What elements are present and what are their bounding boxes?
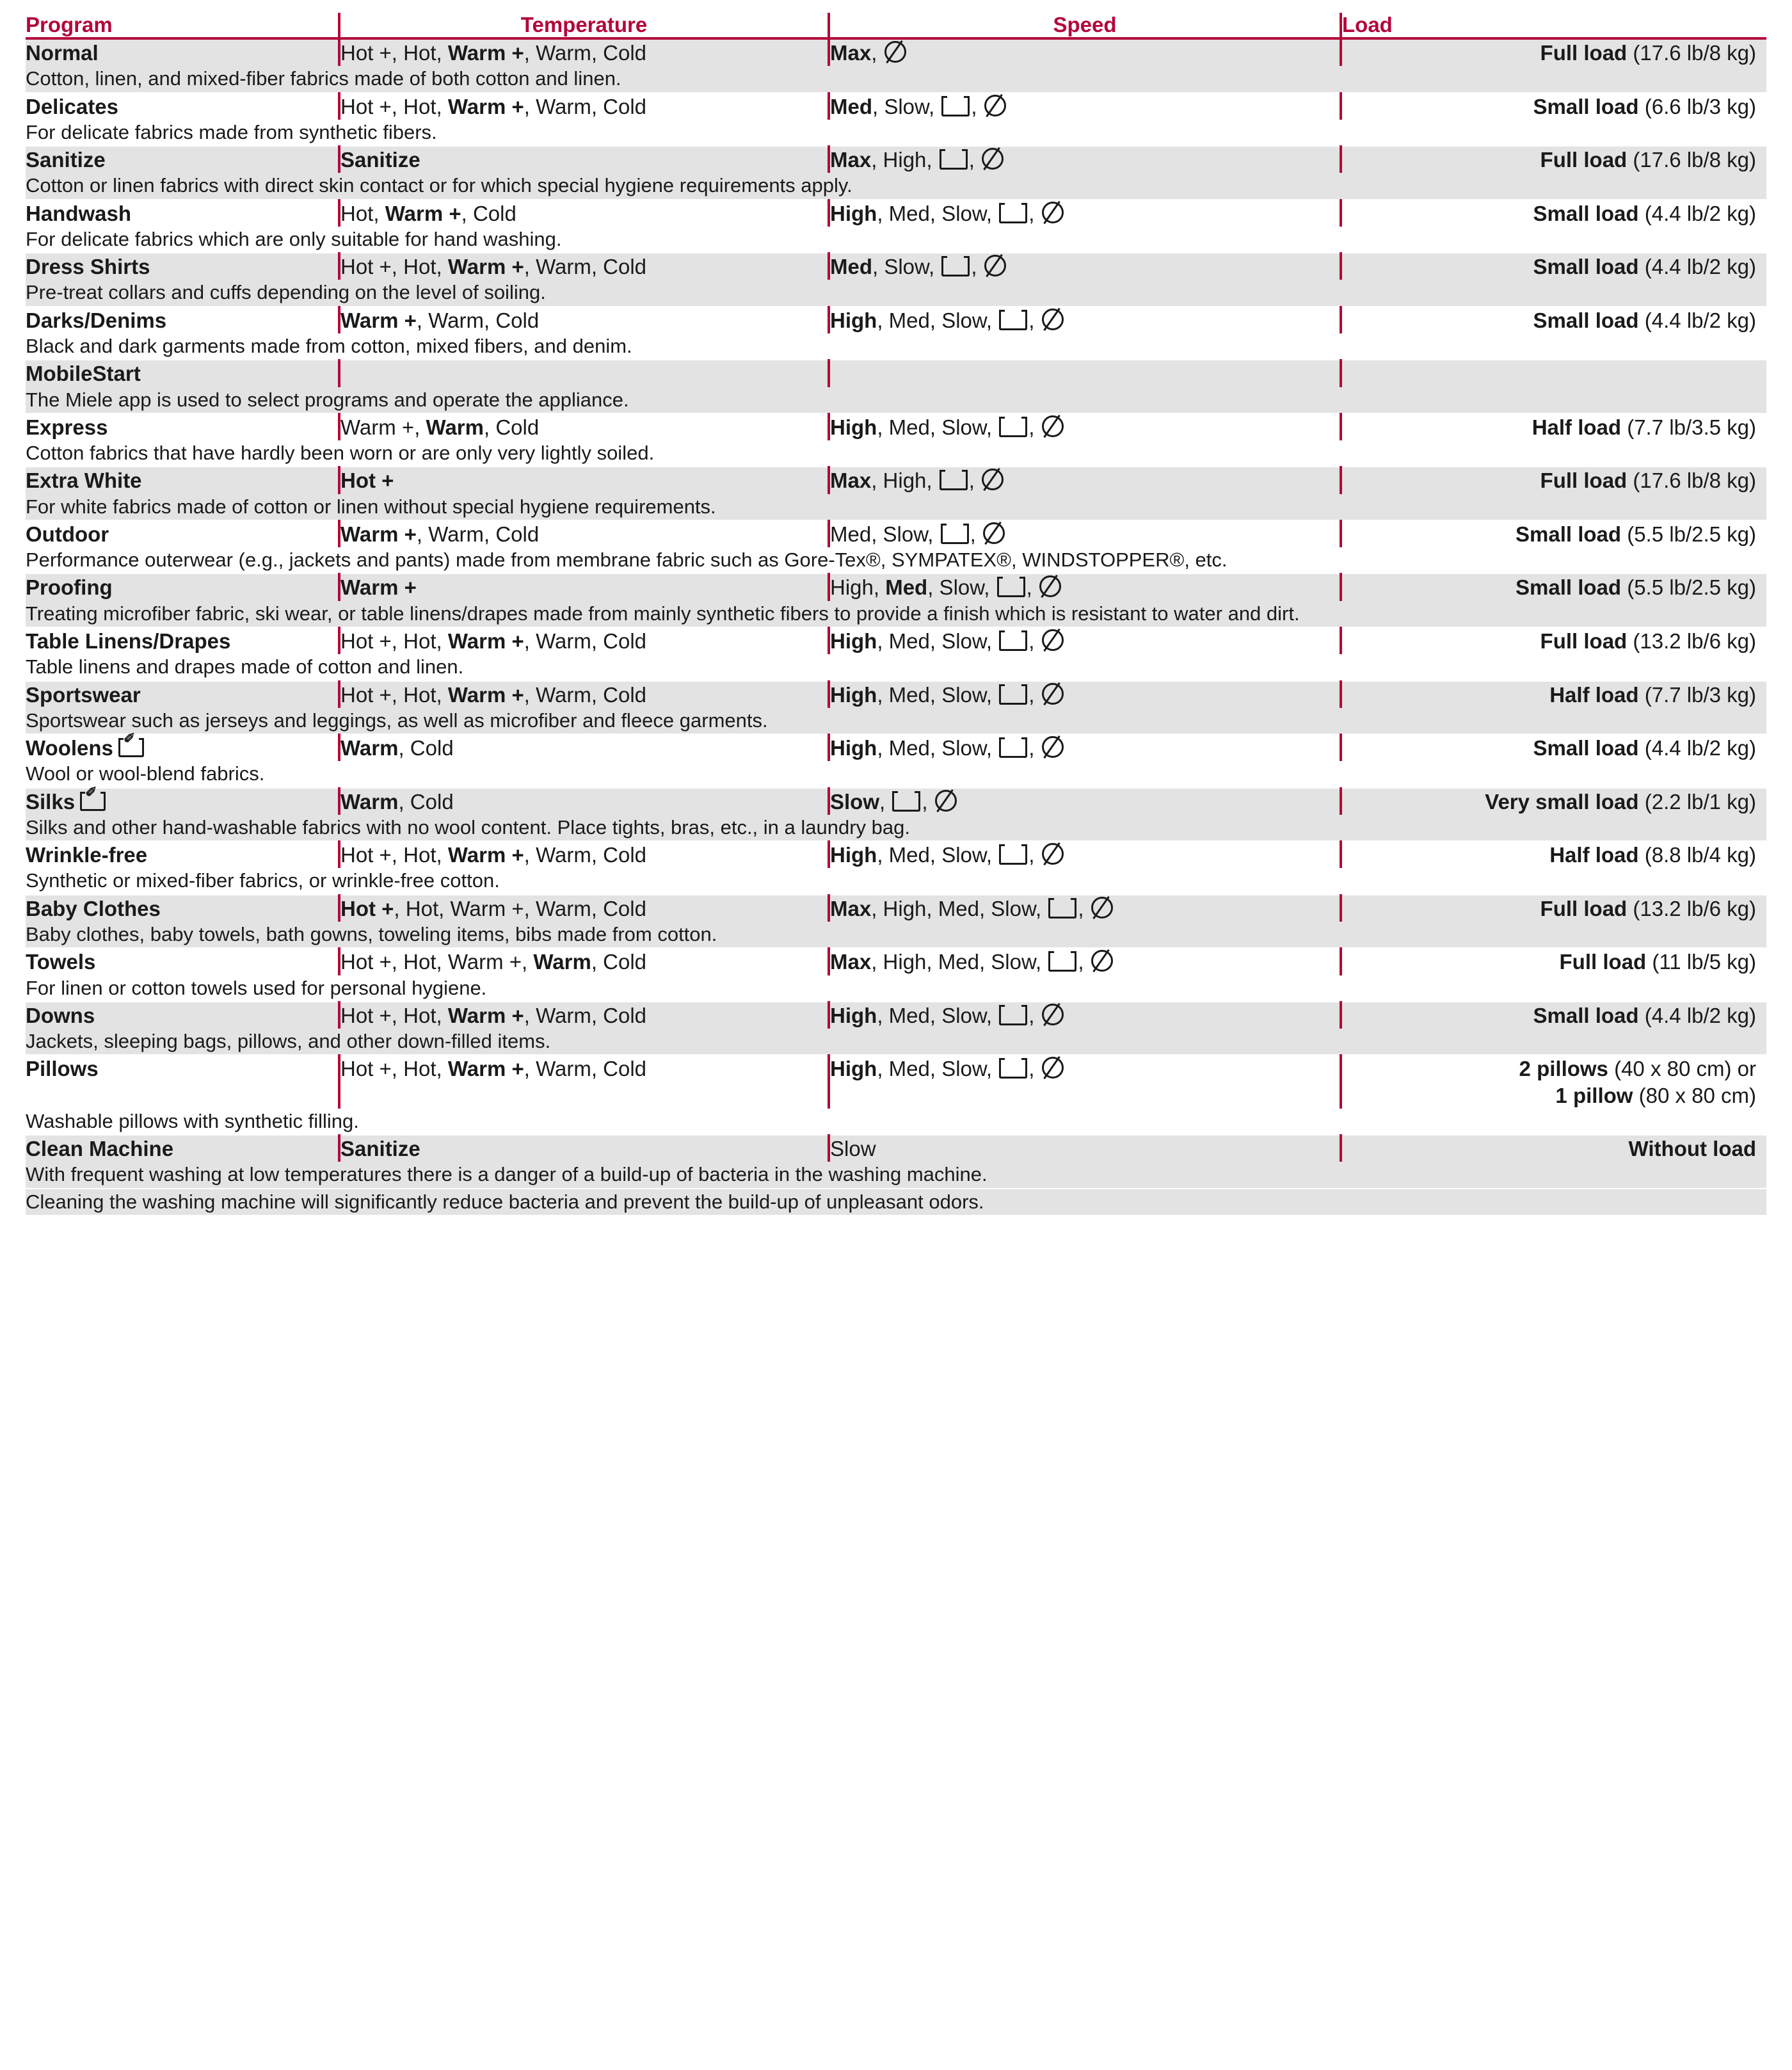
table-row <box>26 200 1766 227</box>
prewash-icon <box>999 312 1027 330</box>
no-spin-icon <box>884 41 906 63</box>
description-row <box>26 66 1766 92</box>
program-name: Normal <box>26 41 99 65</box>
table-row <box>26 307 1766 333</box>
prewash-icon <box>941 98 970 116</box>
cell-temperature: Hot +, Hot, Warm +, Warm, Cold <box>339 948 829 975</box>
cell-program <box>26 1002 339 1029</box>
table-row <box>26 1002 1766 1029</box>
cell-program <box>26 895 339 922</box>
program-name: Proofing <box>26 575 113 600</box>
cell-program <box>26 841 339 868</box>
washing-program-table <box>26 13 1766 1215</box>
cell-temperature: Hot +, Hot, Warm +, Warm, Cold <box>339 1055 829 1109</box>
handwash-icon: ✐ <box>80 794 106 811</box>
cell-program <box>26 627 339 654</box>
program-description: For delicate fabrics which are only suitable for hand washing. <box>26 227 1766 253</box>
program-name: Downs <box>26 1003 95 1027</box>
description-row <box>26 387 1766 413</box>
program-description: Table linens and drapes made of cotton and linen. <box>26 654 1766 680</box>
cell-temperature: Hot +, Hot, Warm +, Warm, Cold <box>339 1002 829 1029</box>
prewash-icon <box>999 1007 1027 1025</box>
table-row <box>26 360 1766 387</box>
cell-load: Small load (5.5 lb/2.5 kg) <box>1341 520 1766 547</box>
program-description: For white fabrics made of cotton or linen without special hygiene requirements. <box>26 494 1766 520</box>
table-body <box>26 38 1766 1215</box>
cell-speed: Max, <box>829 38 1341 66</box>
program-name: Clean Machine <box>26 1137 174 1161</box>
cell-speed: Med, Slow, , <box>829 253 1341 280</box>
description-row <box>26 1189 1766 1215</box>
cell-load: Small load (5.5 lb/2.5 kg) <box>1341 574 1766 600</box>
cell-temperature: Hot +, Hot, Warm +, Warm, Cold <box>339 253 829 280</box>
prewash-icon <box>999 686 1027 705</box>
table-row <box>26 1055 1766 1109</box>
prewash-icon <box>999 205 1027 223</box>
program-name: Extra White <box>26 469 142 493</box>
cell-load: Full load (13.2 lb/6 kg) <box>1341 627 1766 654</box>
cell-speed: High, Med, Slow, , <box>829 1002 1341 1029</box>
program-name: Pillows <box>26 1057 99 1081</box>
prewash-icon <box>999 846 1027 865</box>
program-description: The Miele app is used to select programs and operate the appliance. <box>26 387 1766 413</box>
cell-speed: High, Med, Slow, , <box>829 627 1341 654</box>
no-spin-icon <box>1091 950 1113 972</box>
program-description-secondary: Cleaning the washing machine will significantly reduce bacteria and prevent the build-up of unpleasant odors. <box>26 1189 1766 1215</box>
program-description: Baby clothes, baby towels, bath gowns, toweling items, bibs made from cotton. <box>26 922 1766 948</box>
cell-temperature: Hot +, Hot, Warm +, Warm, Cold <box>339 627 829 654</box>
cell-load: Full load (11 lb/5 kg) <box>1341 948 1766 975</box>
program-description: For delicate fabrics made from synthetic fibers. <box>26 120 1766 146</box>
no-spin-icon <box>1042 202 1064 223</box>
cell-program <box>26 38 339 66</box>
column-header-load: Load <box>1341 13 1766 38</box>
table-row <box>26 841 1766 868</box>
cell-load: Half load (7.7 lb/3 kg) <box>1341 681 1766 708</box>
cell-load: Full load (13.2 lb/6 kg) <box>1341 895 1766 922</box>
column-header-temperature: Temperature <box>339 13 829 38</box>
table-row <box>26 895 1766 922</box>
cell-program <box>26 948 339 975</box>
cell-temperature: Warm +, Warm, Cold <box>339 413 829 440</box>
cell-load: 2 pillows (40 x 80 cm) or 1 pillow (80 x 80 cm) <box>1341 1055 1766 1109</box>
cell-temperature: Hot +, Hot, Warm +, Warm, Cold <box>339 841 829 868</box>
program-description: Treating microfiber fabric, ski wear, or table linens/drapes made from mainly synthetic fibers to provide a finish which is resistant to water and dirt. <box>26 601 1766 627</box>
program-description: Cotton, linen, and mixed-fiber fabrics made of both cotton and linen. <box>26 66 1766 92</box>
cell-load: Full load (17.6 lb/8 kg) <box>1341 146 1766 173</box>
program-name: Delicates <box>26 94 118 118</box>
cell-program <box>26 360 339 387</box>
table-row <box>26 1135 1766 1162</box>
prewash-icon <box>1048 900 1076 919</box>
no-spin-icon <box>1042 843 1064 865</box>
cell-speed: High, Med, Slow, , <box>829 307 1341 333</box>
cell-program <box>26 730 339 761</box>
program-name: Silks <box>26 789 76 814</box>
column-header-program: Program <box>26 13 339 38</box>
description-row <box>26 975 1766 1002</box>
table-row <box>26 788 1766 815</box>
cell-temperature: Sanitize <box>339 146 829 173</box>
cell-speed: Max, High, , <box>829 146 1341 173</box>
cell-temperature: Sanitize <box>339 1135 829 1162</box>
no-spin-icon <box>1042 736 1064 758</box>
table-row <box>26 413 1766 440</box>
program-description: Performance outerwear (e.g., jackets and pants) made from membrane fabric such as Gore-Tex®, SYMPATEX®, WINDSTOPPER®, etc. <box>26 547 1766 574</box>
no-spin-icon <box>935 790 957 812</box>
description-row <box>26 1162 1766 1188</box>
program-description: Cotton fabrics that have hardly been worn or are only very lightly soiled. <box>26 440 1766 467</box>
cell-program <box>26 681 339 708</box>
no-spin-icon <box>1042 1057 1064 1079</box>
cell-speed: Slow, , <box>829 788 1341 815</box>
table-row <box>26 627 1766 654</box>
prewash-icon <box>999 419 1027 437</box>
prewash-icon <box>940 151 968 170</box>
table-row <box>26 574 1766 600</box>
cell-speed: High, Med, Slow, , <box>829 734 1341 761</box>
program-name: Outdoor <box>26 522 109 546</box>
header-row <box>26 13 1766 38</box>
description-row <box>26 815 1766 841</box>
cell-program <box>26 783 339 815</box>
cell-speed: High, Med, Slow, , <box>829 681 1341 708</box>
description-row <box>26 440 1766 467</box>
cell-program <box>26 1055 339 1109</box>
cell-temperature: Warm + <box>339 574 829 600</box>
table-row <box>26 253 1766 280</box>
cell-temperature <box>339 360 829 387</box>
column-header-speed: Speed <box>829 13 1341 38</box>
table-row <box>26 38 1766 66</box>
cell-temperature: Hot +, Hot, Warm +, Warm, Cold <box>339 93 829 120</box>
program-description: Cotton or linen fabrics with direct skin contact or for which special hygiene requirements apply. <box>26 173 1766 199</box>
program-description: Synthetic or mixed-fiber fabrics, or wrinkle-free cotton. <box>26 868 1766 894</box>
prewash-icon <box>999 632 1027 651</box>
cell-load: Small load (6.6 lb/3 kg) <box>1341 93 1766 120</box>
prewash-icon <box>997 579 1025 597</box>
cell-load: Small load (4.4 lb/2 kg) <box>1341 200 1766 227</box>
no-spin-icon <box>984 255 1006 277</box>
cell-speed: High, Med, Slow, , <box>829 574 1341 600</box>
description-row <box>26 280 1766 306</box>
no-spin-icon <box>1042 683 1064 705</box>
cell-speed: Med, Slow, , <box>829 93 1341 120</box>
program-name: Baby Clothes <box>26 896 161 920</box>
description-row <box>26 868 1766 894</box>
program-description: Black and dark garments made from cotton, mixed fibers, and denim. <box>26 333 1766 360</box>
cell-temperature: Hot, Warm +, Cold <box>339 200 829 227</box>
description-row <box>26 227 1766 253</box>
description-row <box>26 654 1766 680</box>
description-row <box>26 708 1766 734</box>
cell-program <box>26 146 339 173</box>
cell-program <box>26 467 339 493</box>
table-row <box>26 948 1766 975</box>
cell-program <box>26 520 339 547</box>
program-name: Table Linens/Drapes <box>26 629 231 654</box>
description-row <box>26 761 1766 787</box>
table-row <box>26 146 1766 173</box>
program-name: Wrinkle-free <box>26 843 148 867</box>
cell-program <box>26 200 339 227</box>
program-name: Handwash <box>26 201 132 225</box>
prewash-icon <box>1048 953 1076 972</box>
cell-speed: High, Med, Slow, , <box>829 1055 1341 1109</box>
description-row <box>26 173 1766 199</box>
no-spin-icon <box>983 522 1005 544</box>
program-description: Wool or wool-blend fabrics. <box>26 761 1766 787</box>
no-spin-icon <box>1042 415 1064 437</box>
cell-temperature: Hot +, Hot, Warm +, Warm, Cold <box>339 895 829 922</box>
no-spin-icon <box>1091 897 1113 919</box>
cell-temperature: Hot +, Hot, Warm +, Warm, Cold <box>339 38 829 66</box>
description-row <box>26 120 1766 146</box>
description-row <box>26 1109 1766 1135</box>
cell-program <box>26 93 339 120</box>
prewash-icon <box>892 793 920 812</box>
cell-load <box>1341 360 1766 387</box>
cell-speed: Max, High, , <box>829 467 1341 493</box>
cell-program <box>26 413 339 440</box>
cell-speed: High, Med, Slow, , <box>829 413 1341 440</box>
no-spin-icon <box>1042 309 1064 330</box>
cell-speed: Med, Slow, , <box>829 520 1341 547</box>
description-row <box>26 1029 1766 1055</box>
prewash-icon <box>999 739 1027 758</box>
cell-load: Full load (17.6 lb/8 kg) <box>1341 467 1766 493</box>
program-name: Sanitize <box>26 148 106 172</box>
cell-program <box>26 574 339 600</box>
cell-temperature: Warm +, Warm, Cold <box>339 307 829 333</box>
description-row <box>26 333 1766 360</box>
cell-load: Small load (4.4 lb/2 kg) <box>1341 253 1766 280</box>
program-name: MobileStart <box>26 362 141 386</box>
program-description: Sportswear such as jerseys and leggings, as well as microfiber and fleece garments. <box>26 708 1766 734</box>
cell-speed: High, Med, Slow, , <box>829 200 1341 227</box>
cell-speed: High, Med, Slow, , <box>829 841 1341 868</box>
no-spin-icon <box>1042 1004 1064 1025</box>
cell-temperature: Hot +, Hot, Warm +, Warm, Cold <box>339 681 829 708</box>
table-row <box>26 93 1766 120</box>
description-row <box>26 922 1766 948</box>
cell-speed: Max, High, Med, Slow, , <box>829 895 1341 922</box>
cell-temperature: Warm +, Warm, Cold <box>339 520 829 547</box>
cell-load: Small load (4.4 lb/2 kg) <box>1341 734 1766 761</box>
prewash-icon <box>941 258 970 277</box>
program-description: With frequent washing at low temperatures there is a danger of a build-up of bacteria in the washing machine. <box>26 1162 1766 1188</box>
no-spin-icon <box>1039 575 1061 597</box>
description-row <box>26 547 1766 574</box>
program-name: Darks/Denims <box>26 308 167 332</box>
cell-load: Small load (4.4 lb/2 kg) <box>1341 307 1766 333</box>
table-row <box>26 734 1766 761</box>
cell-load: Full load (17.6 lb/8 kg) <box>1341 38 1766 66</box>
prewash-icon <box>940 472 968 490</box>
no-spin-icon <box>982 148 1004 170</box>
program-name: Express <box>26 415 108 439</box>
program-description: Silks and other hand-washable fabrics with no wool content. Place tights, bras, etc., in a laundry bag. <box>26 815 1766 841</box>
cell-temperature: Warm, Cold <box>339 734 829 761</box>
cell-temperature: Warm, Cold <box>339 788 829 815</box>
table-row <box>26 467 1766 493</box>
handwash-icon: ✐ <box>118 740 144 757</box>
cell-load: Half load (8.8 lb/4 kg) <box>1341 841 1766 868</box>
program-description: For linen or cotton towels used for personal hygiene. <box>26 975 1766 1002</box>
prewash-icon <box>999 1060 1027 1079</box>
cell-load: Very small load (2.2 lb/1 kg) <box>1341 788 1766 815</box>
table-row <box>26 681 1766 708</box>
table-header <box>26 13 1766 38</box>
prewash-icon <box>941 526 969 544</box>
description-row <box>26 494 1766 520</box>
cell-program <box>26 253 339 280</box>
program-name: Dress Shirts <box>26 255 150 279</box>
cell-load: Half load (7.7 lb/3.5 kg) <box>1341 413 1766 440</box>
cell-program <box>26 307 339 333</box>
cell-program <box>26 1135 339 1162</box>
table-row <box>26 520 1766 547</box>
no-spin-icon <box>982 469 1004 490</box>
program-name: Woolens <box>26 736 113 760</box>
cell-load: Without load <box>1341 1135 1766 1162</box>
program-name: Sportswear <box>26 682 141 707</box>
no-spin-icon <box>1042 629 1064 651</box>
no-spin-icon <box>984 95 1006 116</box>
program-description: Jackets, sleeping bags, pillows, and other down-filled items. <box>26 1029 1766 1055</box>
description-row <box>26 601 1766 627</box>
program-name: Towels <box>26 950 96 974</box>
cell-speed: Max, High, Med, Slow, , <box>829 948 1341 975</box>
cell-load: Small load (4.4 lb/2 kg) <box>1341 1002 1766 1029</box>
cell-temperature: Hot + <box>339 467 829 493</box>
cell-speed: Slow <box>829 1135 1341 1162</box>
program-description: Pre-treat collars and cuffs depending on the level of soiling. <box>26 280 1766 306</box>
program-description: Washable pillows with synthetic filling. <box>26 1109 1766 1135</box>
cell-speed <box>829 360 1341 387</box>
